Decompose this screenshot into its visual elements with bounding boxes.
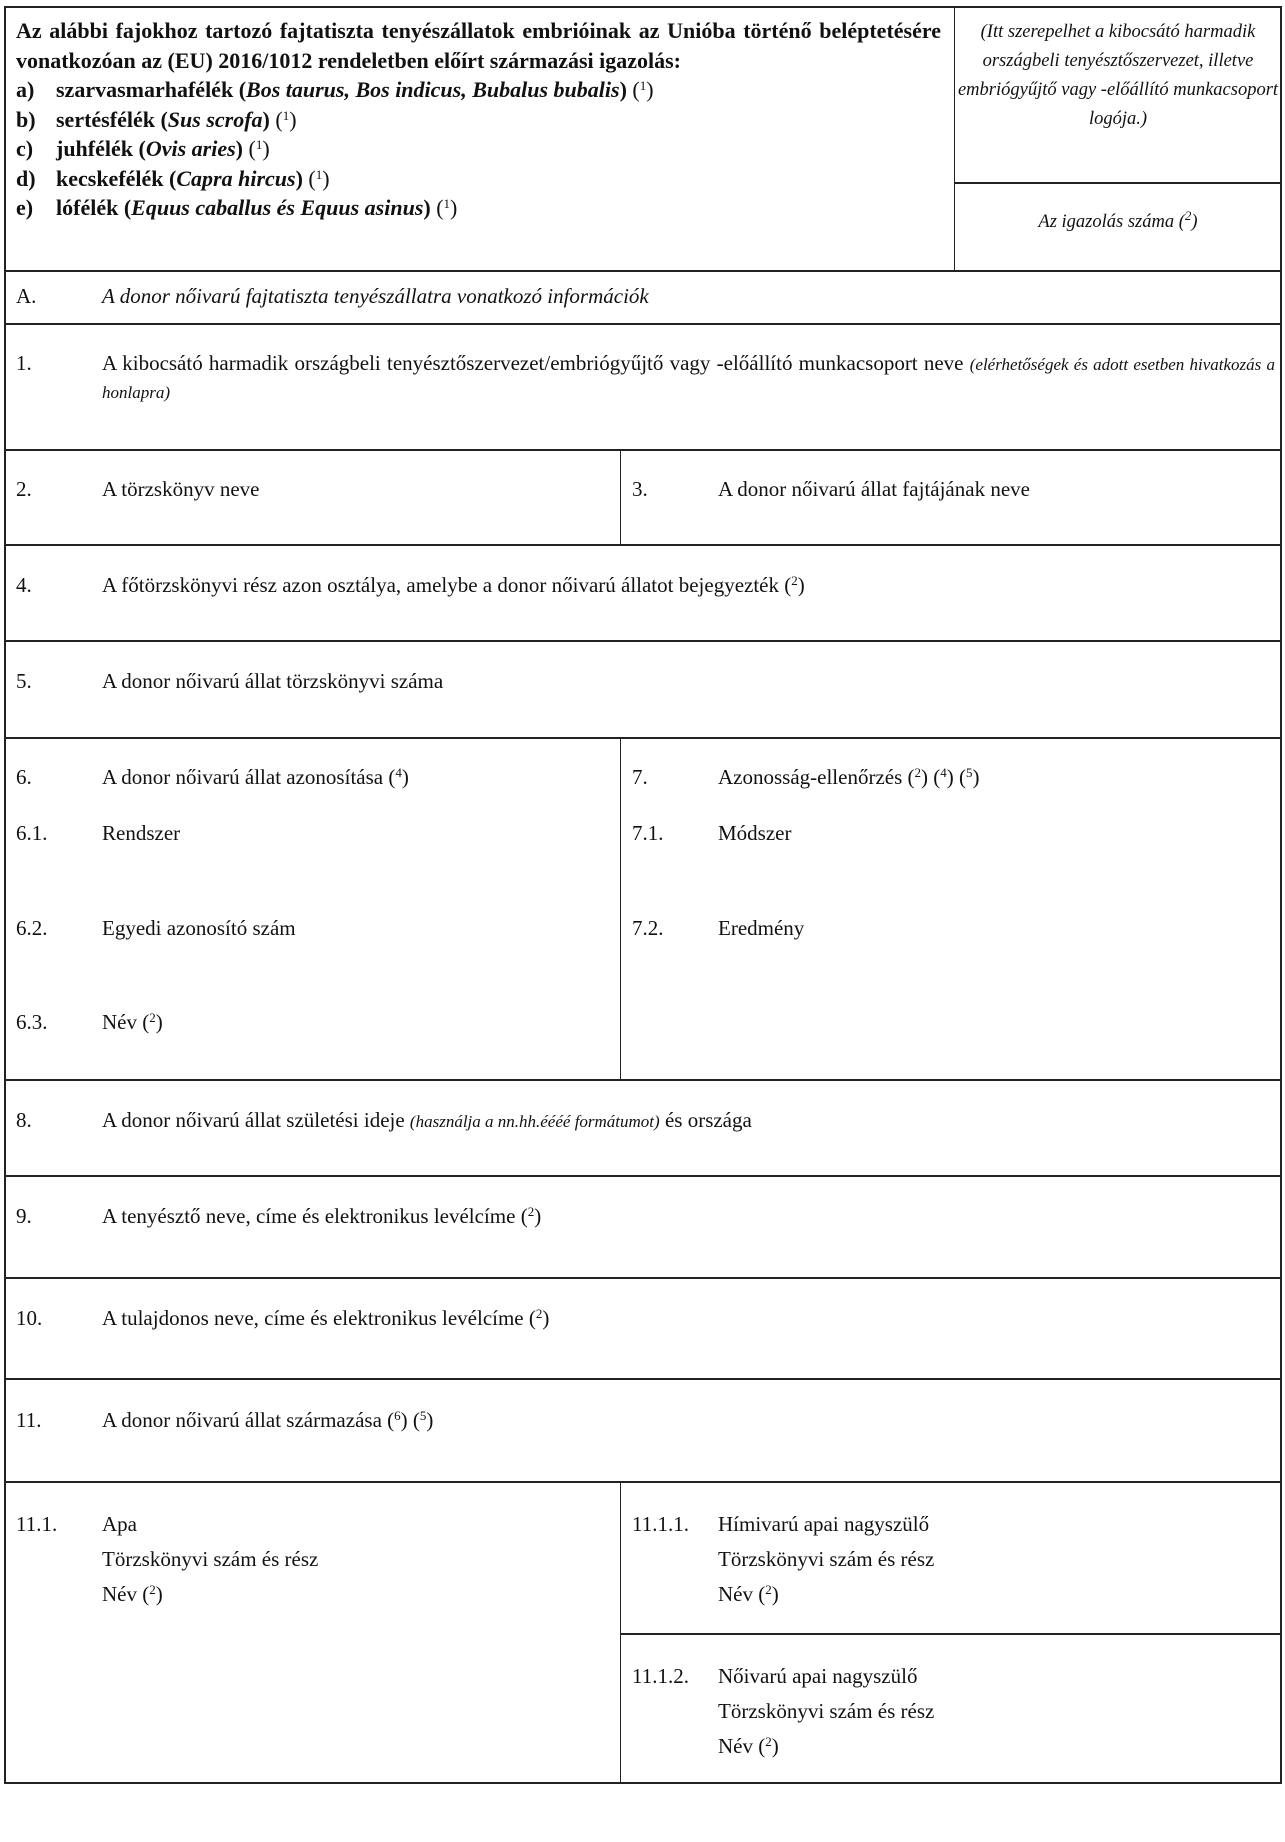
field-number: 6.3.	[16, 1010, 48, 1034]
field-number: 7.	[632, 765, 648, 789]
field-7	[632, 764, 1275, 791]
cert-number-label	[954, 182, 1282, 270]
field-number: 9.	[16, 1204, 32, 1228]
field-note: (használja a nn.hh.éééé formátumot)	[409, 1112, 660, 1131]
logo-placeholder: (Itt szerepelhet a kibocsátó harmadik országbeli tenyésztőszervezet, illetve embriógyűjtő vagy -előállító munkacsoport logója.)	[957, 22, 1279, 129]
species-item: a) szarvasmarhafélék (Bos taurus, Bos indicus, Bubalus bubalis) ( $^1$ )	[16, 75, 941, 105]
footnote-ref: ( $^2$ )	[784, 573, 805, 597]
footnote-ref: ( $^2$ )	[908, 765, 929, 789]
field-sublabel: Név	[718, 1734, 753, 1758]
field-6-3	[16, 1009, 606, 1036]
species-item: c) juhfélék (Ovis aries) ( $^1$ )	[16, 134, 941, 164]
footnote-ref: ( $^4$ )	[388, 765, 409, 789]
field-label: A tulajdonos neve, címe és elektronikus levélcíme	[102, 1306, 524, 1330]
field-10	[16, 1305, 1275, 1332]
field-6-1	[16, 820, 606, 847]
field-8	[16, 1107, 1275, 1135]
title-text: Az alábbi fajokhoz tartozó fajtatiszta tenyészállatok embrióinak az Unióba történő beléptetésére vonatkozóan az (EU) 2016/1012 rendeletben előírt származási igazolás:	[16, 18, 941, 73]
footnote-ref: ( $^1$ )	[308, 166, 329, 191]
field-label: A donor nőivarú állat fajtájának neve	[718, 477, 1030, 501]
field-note: (elérhetőségek és adott esetben hivatkozás a honlapra)	[102, 355, 1276, 402]
field-label: Nőivarú apai nagyszülő	[718, 1664, 918, 1688]
field-label: A donor nőivarú állat származása	[102, 1408, 382, 1432]
field-number: 4.	[16, 573, 32, 597]
field-number: 5.	[16, 669, 32, 693]
footnote-ref: ( $^2$ )	[142, 1010, 163, 1034]
field-label: Eredmény	[718, 916, 805, 940]
field-label: Rendszer	[102, 821, 181, 845]
species-latin: Capra hircus	[176, 165, 296, 191]
footnote-ref: ( $^2$ )	[142, 1582, 163, 1606]
field-sublabel: Név	[718, 1582, 753, 1606]
species-key: a)	[16, 77, 35, 102]
species-name: lófélék	[56, 195, 119, 220]
field-5	[16, 668, 1275, 695]
field-number: 11.1.2.	[632, 1664, 689, 1688]
species-item: d) kecskefélék (Capra hircus) ( $^1$ )	[16, 164, 941, 194]
section-title: A donor nőivarú fajtatiszta tenyészállatra vonatkozó információk	[102, 284, 649, 308]
species-item: e) lófélék (Equus caballus és Equus asinus) ( $^1$ )	[16, 193, 941, 223]
section-number: A.	[16, 284, 37, 308]
field-label: A donor nőivarú állat születési ideje	[102, 1108, 405, 1132]
footnote-ref: ( $^5$ )	[413, 1408, 434, 1432]
field-11-1-1	[632, 1507, 1275, 1612]
field-label: A donor nőivarú állat törzskönyvi száma	[102, 669, 444, 693]
species-key: e)	[16, 195, 34, 220]
field-2	[16, 476, 606, 503]
footnote-ref: ( $^4$ )	[933, 765, 954, 789]
field-label: A kibocsátó harmadik országbeli tenyésztőszervezet/embriógyűjtő vagy -előállító munkacsoport neve	[102, 351, 964, 375]
field-number: 2.	[16, 477, 32, 501]
field-6	[16, 764, 606, 791]
species-latin: Equus caballus és Equus asinus	[131, 195, 424, 220]
field-number: 7.1.	[632, 821, 664, 845]
field-1	[16, 350, 1275, 406]
footnote-ref: ( $^2$ )	[758, 1582, 779, 1606]
field-number: 10.	[16, 1306, 43, 1330]
footnote-ref: ( $^2$ )	[529, 1306, 550, 1330]
footnote-ref: ( $^2$ )	[1179, 212, 1198, 232]
field-label: A törzskönyv neve	[102, 477, 260, 501]
field-number: 11.1.	[16, 1512, 58, 1536]
species-name: szarvasmarhafélék	[56, 77, 234, 102]
field-number: 7.2.	[632, 916, 664, 940]
footnote-ref: ( $^1$ )	[632, 77, 653, 102]
field-label: A tenyésztő neve, címe és elektronikus levélcíme	[102, 1204, 516, 1228]
field-number: 6.1.	[16, 821, 48, 845]
field-label: Módszer	[718, 821, 792, 845]
field-number: 1.	[16, 351, 32, 375]
species-name: kecskefélék	[56, 165, 164, 191]
field-3	[632, 476, 1275, 503]
field-label: Hímivarú apai nagyszülő	[718, 1512, 930, 1536]
species-latin: Bos taurus, Bos indicus, Bubalus bubalis	[246, 77, 620, 102]
field-11	[16, 1407, 1275, 1434]
field-4	[16, 572, 1275, 599]
footnote-ref: ( $^5$ )	[959, 765, 980, 789]
footnote-ref: ( $^6$ )	[387, 1408, 408, 1432]
field-7-1	[632, 820, 1275, 847]
field-label: A főtörzskönyvi rész azon osztálya, amelybe a donor nőivarú állatot bejegyezték	[102, 573, 780, 597]
field-sublabel: Törzskönyvi szám és rész	[102, 1547, 319, 1571]
field-label: Azonosság-ellenőrzés	[718, 765, 903, 789]
field-label-suffix: és országa	[664, 1108, 752, 1132]
footnote-ref: ( $^1$ )	[436, 195, 457, 220]
species-name: juhfélék	[56, 136, 133, 161]
field-label: Név	[102, 1010, 137, 1034]
field-9	[16, 1203, 1275, 1230]
field-number: 11.	[16, 1408, 42, 1432]
footnote-ref: ( $^1$ )	[248, 136, 269, 161]
field-number: 8.	[16, 1108, 32, 1132]
field-6-2	[16, 915, 606, 942]
species-latin: Ovis aries	[145, 136, 236, 161]
field-number: 3.	[632, 477, 648, 501]
field-number: 6.	[16, 765, 32, 789]
section-a-heading	[16, 283, 1275, 310]
field-7-2	[632, 915, 1275, 942]
field-11-1	[16, 1507, 606, 1612]
footnote-ref: ( $^2$ )	[758, 1734, 779, 1758]
field-sublabel: Törzskönyvi szám és rész	[718, 1699, 935, 1723]
field-label: A donor nőivarú állat azonosítása	[102, 765, 384, 789]
cert-number-text: Az igazolás száma	[1038, 212, 1175, 232]
species-latin: Sus scrofa	[167, 106, 263, 132]
field-label: Apa	[102, 1512, 137, 1536]
field-number: 6.2.	[16, 916, 48, 940]
field-sublabel: Név	[102, 1582, 137, 1606]
footnote-ref: ( $^2$ )	[521, 1204, 542, 1228]
species-key: c)	[16, 136, 34, 161]
field-11-1-2	[632, 1659, 1275, 1764]
species-item: b) sertésfélék (Sus scrofa) ( $^1$ )	[16, 105, 941, 135]
field-number: 11.1.1.	[632, 1512, 689, 1536]
species-name: sertésfélék	[56, 106, 155, 132]
footnote-ref: ( $^1$ )	[275, 107, 296, 132]
certificate-title	[16, 16, 941, 223]
species-key: d)	[16, 165, 36, 191]
species-key: b)	[16, 106, 36, 132]
field-sublabel: Törzskönyvi szám és rész	[718, 1547, 935, 1571]
field-label: Egyedi azonosító szám	[102, 916, 296, 940]
